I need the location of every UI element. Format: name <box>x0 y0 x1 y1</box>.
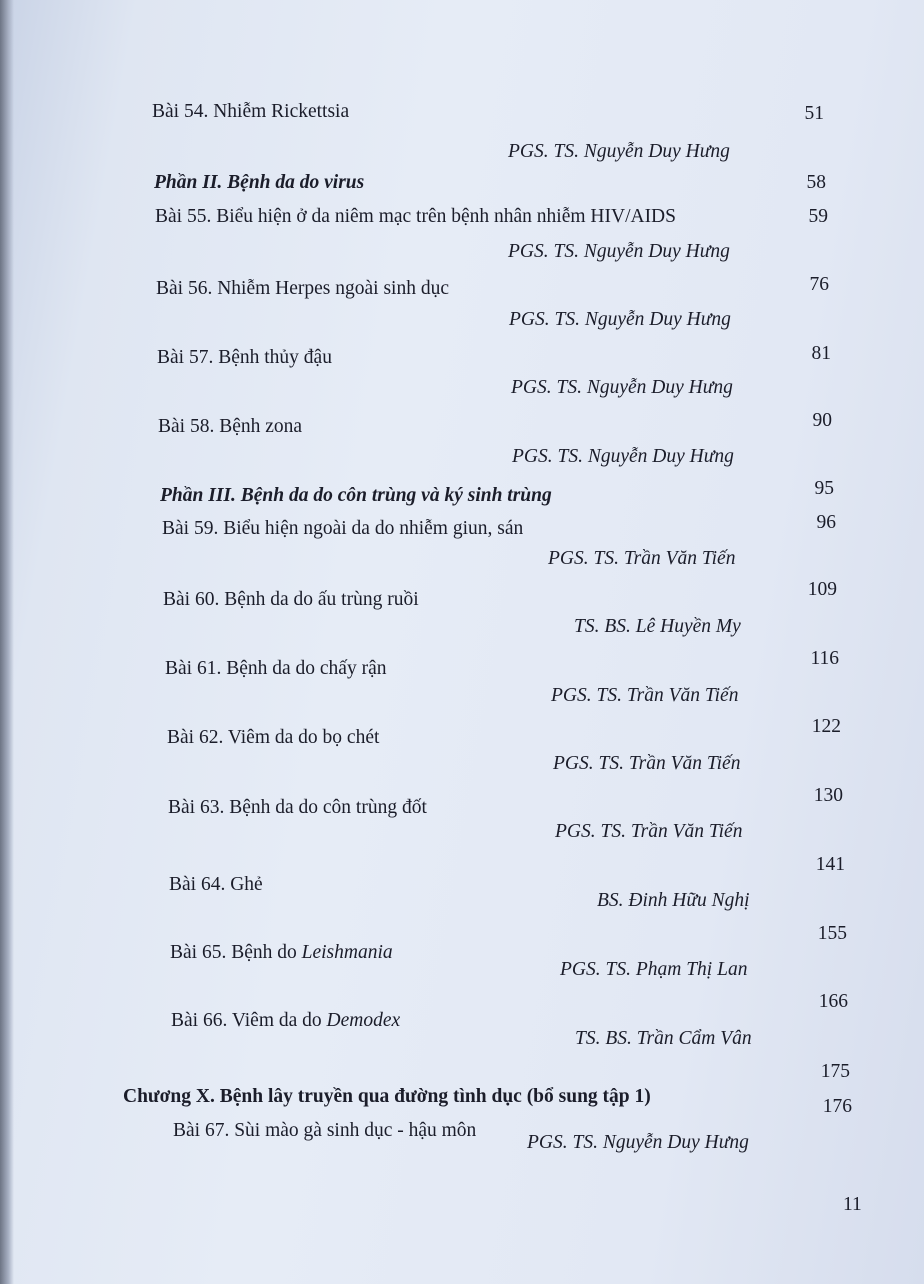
toc-lesson-65-title-italic: Leishmania <box>301 942 393 963</box>
toc-lesson-65-title <box>170 942 393 964</box>
toc-lesson-56-page: 76 <box>809 274 829 295</box>
toc-lesson-58-page: 90 <box>812 410 832 431</box>
toc-lesson-54-page: 51 <box>804 103 824 124</box>
toc-lesson-55-author: PGS. TS. Nguyễn Duy Hưng <box>508 241 730 262</box>
toc-lesson-65-title-text: Bài 65. Bệnh do <box>170 942 302 963</box>
toc-lesson-66-page: 166 <box>818 991 848 1012</box>
toc-chapter-10-title: Chương X. Bệnh lây truyền qua đường tình dục (bổ sung tập 1) <box>123 1086 651 1107</box>
toc-lesson-60-title: Bài 60. Bệnh da do ấu trùng ruồi <box>163 589 419 610</box>
toc-lesson-67-title: Bài 67. Sùi mào gà sinh dục - hậu môn <box>173 1120 477 1141</box>
toc-lesson-61-page: 116 <box>810 648 839 669</box>
toc-lesson-60-page: 109 <box>807 579 837 600</box>
toc-lesson-66-title-italic: Demodex <box>326 1010 401 1031</box>
toc-lesson-56-title: Bài 56. Nhiễm Herpes ngoài sinh dục <box>156 278 449 299</box>
toc-lesson-61-title: Bài 61. Bệnh da do chấy rận <box>165 658 387 679</box>
toc-lesson-65-page: 155 <box>817 923 847 944</box>
toc-lesson-67-page: 176 <box>822 1096 852 1117</box>
page-binding-shadow <box>0 0 14 1284</box>
toc-lesson-66-title-text: Bài 66. Viêm da do <box>171 1010 327 1031</box>
toc-lesson-60-author: TS. BS. Lê Huyền My <box>574 616 741 637</box>
toc-lesson-57-title: Bài 57. Bệnh thủy đậu <box>157 347 332 368</box>
toc-lesson-59-author: PGS. TS. Trần Văn Tiến <box>548 548 736 569</box>
toc-part-3-title: Phần III. Bệnh da do côn trùng và ký sinh trùng <box>160 485 552 506</box>
toc-lesson-66-author: TS. BS. Trần Cẩm Vân <box>575 1028 752 1049</box>
toc-part-2-page: 58 <box>806 172 826 193</box>
toc-lesson-55-title: Bài 55. Biểu hiện ở da niêm mạc trên bệnh nhân nhiễm HIV/AIDS <box>155 206 676 227</box>
toc-lesson-57-author: PGS. TS. Nguyễn Duy Hưng <box>511 377 733 398</box>
toc-part-2-title: Phần II. Bệnh da do virus <box>154 172 365 193</box>
toc-lesson-65-author: PGS. TS. Phạm Thị Lan <box>560 959 748 980</box>
toc-lesson-67-author: PGS. TS. Nguyễn Duy Hưng <box>527 1132 749 1153</box>
toc-lesson-62-title: Bài 62. Viêm da do bọ chét <box>167 727 380 748</box>
toc-lesson-55-page: 59 <box>808 206 828 227</box>
toc-lesson-57-page: 81 <box>811 343 831 364</box>
toc-lesson-64-page: 141 <box>815 854 845 875</box>
toc-lesson-63-page: 130 <box>813 785 843 806</box>
toc-lesson-59-page: 96 <box>816 512 836 533</box>
toc-lesson-62-page: 122 <box>811 716 841 737</box>
toc-lesson-61-author: PGS. TS. Trần Văn Tiến <box>551 685 739 706</box>
toc-lesson-63-author: PGS. TS. Trần Văn Tiến <box>555 821 743 842</box>
toc-lesson-54-title: Bài 54. Nhiễm Rickettsia <box>152 101 350 122</box>
toc-lesson-56-author: PGS. TS. Nguyễn Duy Hưng <box>509 309 731 330</box>
toc-lesson-59-title: Bài 59. Biểu hiện ngoài da do nhiễm giun, sán <box>162 518 524 539</box>
toc-lesson-66-title <box>171 1010 400 1032</box>
toc-lesson-58-author: PGS. TS. Nguyễn Duy Hưng <box>512 446 734 467</box>
toc-lesson-62-author: PGS. TS. Trần Văn Tiến <box>553 753 741 774</box>
page-number: 11 <box>843 1194 862 1215</box>
toc-lesson-64-author: BS. Đinh Hữu Nghị <box>597 890 750 911</box>
toc-lesson-58-title: Bài 58. Bệnh zona <box>158 416 303 437</box>
toc-lesson-54-author: PGS. TS. Nguyễn Duy Hưng <box>508 141 730 162</box>
toc-lesson-63-title: Bài 63. Bệnh da do côn trùng đốt <box>168 797 427 818</box>
toc-lesson-64-title: Bài 64. Ghẻ <box>169 874 263 895</box>
toc-part-3-page: 95 <box>814 478 834 499</box>
toc-chapter-10-page: 175 <box>820 1061 850 1082</box>
